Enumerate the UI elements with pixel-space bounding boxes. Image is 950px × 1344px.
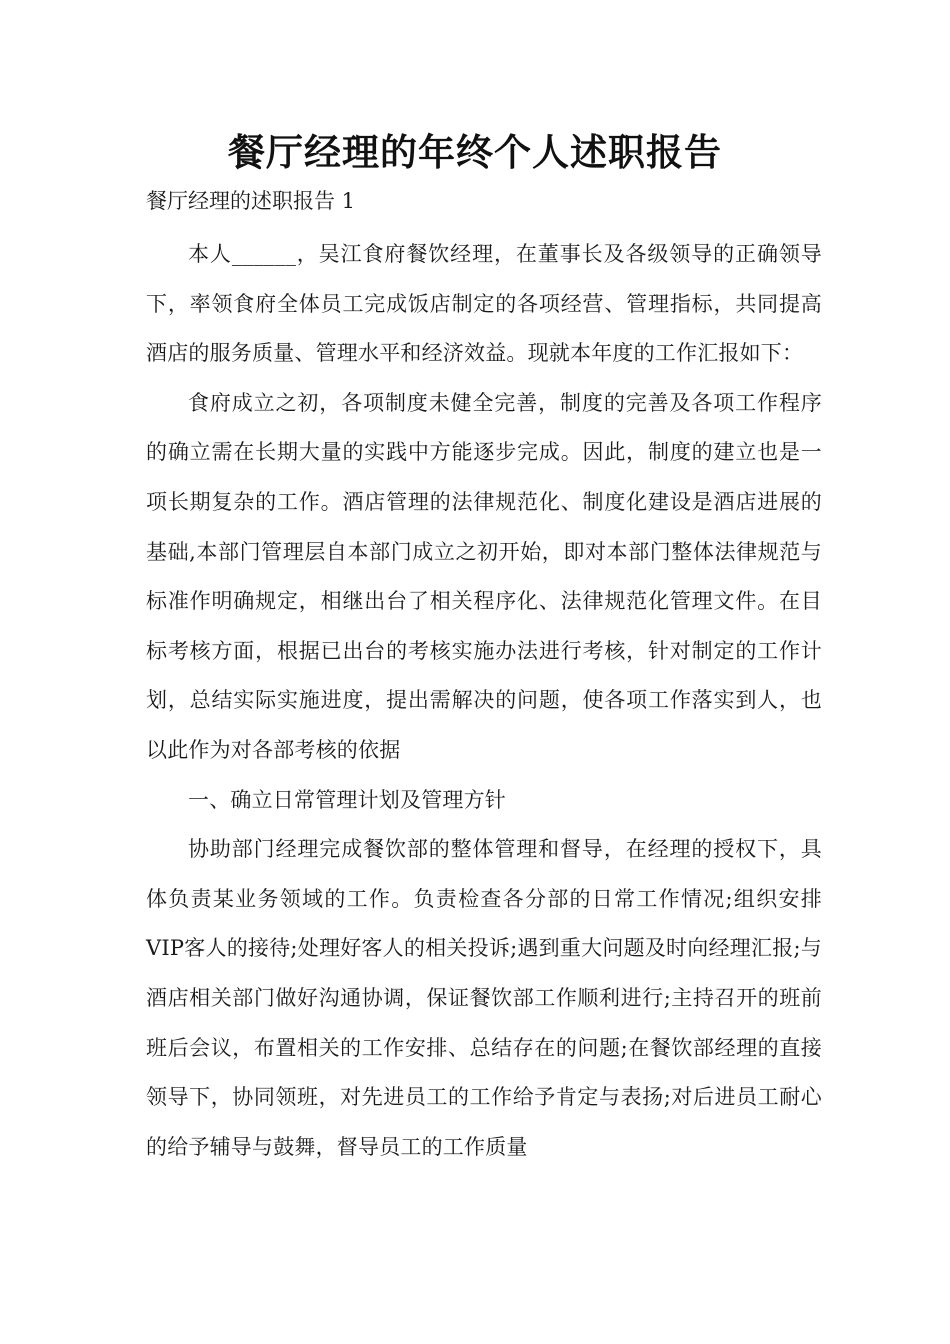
paragraph-institution: 食府成立之初，各项制度未健全完善，制度的完善及各项工作程序的确立需在长期大量的实践中方能逐步完成。因此，制度的建立也是一项长期复杂的工作。酒店管理的法律规范化、制度化建设是酒店进展的基础,本部门管理层自本部门成立之初开始，即对本部门整体法律规范与标准作明确规定，相继出台了相关程序化、法律规范化管理文件。在目标考核方面，根据已出台的考核实施办法进行考核，针对制定的工作计划，总结实际实施进度，提出需解决的问题，使各项工作落实到人，也以此作为对各部考核的依据 xyxy=(146,390,822,762)
document-body xyxy=(146,182,822,1172)
document-title: 餐厅经理的年终个人述职报告 xyxy=(228,130,722,174)
section-heading-1: 一、确立日常管理计划及管理方针 xyxy=(188,787,506,812)
paragraph-intro: 本人______，吴江食府餐饮经理，在董事长及各级领导的正确领导下，率领食府全体员工完成饭店制定的各项经营、管理指标，共同提高酒店的服务质量、管理水平和经济效益。现就本年度的工作汇报如下： xyxy=(146,242,822,366)
paragraph-duties: 协助部门经理完成餐饮部的整体管理和督导，在经理的授权下，具体负责某业务领域的工作。负责检查各分部的日常工作情况;组织安排VIP客人的接待;处理好客人的相关投诉;遇到重大问题及时向经理汇报;与酒店相关部门做好沟通协调，保证餐饮部工作顺利进行;主持召开的班前班后会议，布置相关的工作安排、总结存在的问题;在餐饮部经理的直接领导下，协同领班，对先进员工的工作给予肯定与表扬;对后进员工耐心的给予辅导与鼓舞，督导员工的工作质量 xyxy=(146,837,822,1159)
section-subtitle: 餐厅经理的述职报告 1 xyxy=(146,189,356,213)
